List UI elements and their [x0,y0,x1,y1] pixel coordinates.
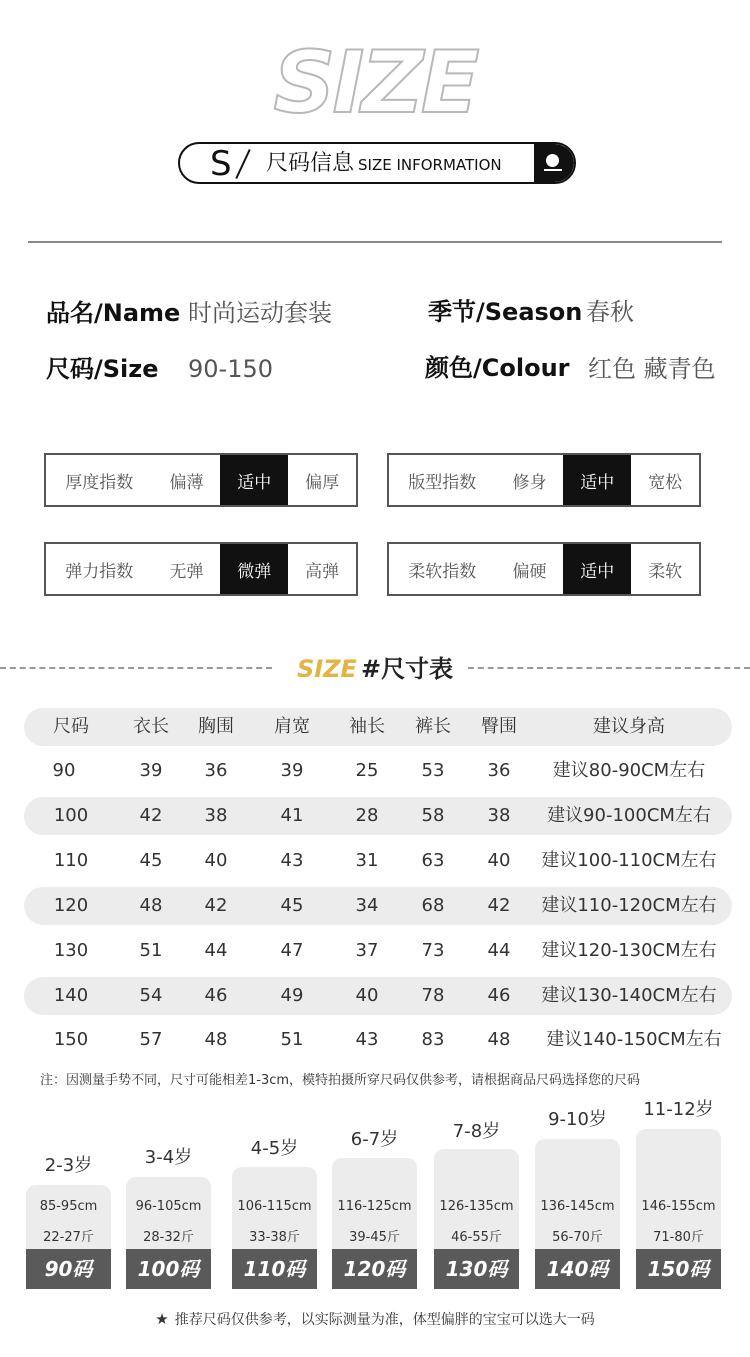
age-card-120 [332,1129,417,1289]
index-option: 偏硬 [512,561,547,582]
age-card-90 [26,1155,111,1289]
table-cell: 49 [280,985,304,1006]
age-card-box [26,1185,111,1289]
table-row [24,1021,732,1059]
index-option: 修身 [512,472,547,493]
table-cell: 41 [280,805,304,826]
map-pin-icon [534,144,574,182]
table-cell: 39 [139,760,163,781]
height-range: 106-115cm [237,1199,312,1214]
table-cell: 建议80-90CM左右 [552,760,706,781]
age-card-140 [535,1109,620,1289]
table-cell: 120 [53,895,89,916]
size-code: 110码 [232,1249,317,1289]
weight-range: 46-55斤 [451,1230,502,1245]
table-cell: 110 [53,850,89,871]
name-label: 品名/Name [46,299,181,327]
age-label: 2-3岁 [44,1155,93,1176]
table-header-cell: 胸围 [198,716,234,737]
age-label: 4-5岁 [250,1138,299,1159]
size-title: SIZE [273,33,477,133]
age-card-box [126,1177,211,1289]
table-cell: 45 [139,850,163,871]
table-row [24,977,732,1015]
banner-slash [235,149,250,179]
table-cell: 48 [139,895,163,916]
table-cell: 43 [355,1029,379,1050]
age-card-box [535,1139,620,1289]
index-option: 偏薄 [169,472,204,493]
table-cell: 46 [204,985,228,1006]
index-option: 无弹 [169,561,204,582]
size-code: 120码 [332,1249,417,1289]
index-option-selected: 适中 [563,544,631,594]
index-option: 宽松 [648,472,683,493]
table-cell: 38 [204,805,228,826]
size-information-banner [178,142,576,184]
table-cell: 36 [204,760,228,781]
size-code: 130码 [434,1249,519,1289]
table-cell: 45 [280,895,304,916]
banner-label-cn: 尺码信息 [266,151,355,176]
size-code: 150码 [636,1249,721,1289]
weight-range: 22-27斤 [43,1230,94,1245]
table-cell: 37 [355,940,379,961]
table-cell: 44 [487,940,511,961]
table-row [24,887,732,925]
table-cell: 建议100-110CM左右 [541,850,717,871]
table-header-cell: 衣长 [133,716,169,737]
pin-head [546,154,559,167]
age-card-110 [232,1138,317,1289]
table-cell: 51 [139,940,163,961]
banner-letter: S [210,144,232,184]
table-cell: 57 [139,1029,163,1050]
table-cell: 31 [355,850,379,871]
table-header-cell: 肩宽 [274,716,310,737]
table-cell: 78 [421,985,445,1006]
weight-range: 71-80斤 [653,1230,704,1245]
size-table-title-en: SIZE [296,655,357,683]
age-card-box [636,1129,721,1289]
name-value: 时尚运动套装 [188,299,332,327]
table-cell: 44 [204,940,228,961]
age-card-130 [434,1121,519,1289]
table-cell: 36 [487,760,511,781]
table-cell: 46 [487,985,511,1006]
age-card-box [332,1158,417,1289]
index-name: 版型指数 [408,472,477,493]
table-cell: 150 [53,1029,89,1050]
table-cell: 100 [53,805,89,826]
star-icon: ★ [155,1310,169,1328]
age-label: 9-10岁 [548,1109,607,1130]
weight-range: 39-45斤 [349,1230,400,1245]
table-header-cell: 袖长 [349,716,385,737]
footer-note [0,1308,750,1331]
index-option-selected: 适中 [220,455,288,505]
table-cell: 34 [355,895,379,916]
table-cell: 39 [280,760,304,781]
height-range: 136-145cm [540,1199,615,1214]
age-label: 6-7岁 [350,1129,399,1150]
table-header-cell: 臀围 [481,716,517,737]
index-option: 偏厚 [305,472,340,493]
table-cell: 73 [421,940,445,961]
age-card-100 [126,1147,211,1289]
table-cell: 25 [355,760,379,781]
size-code: 100码 [126,1249,211,1289]
fit-index [387,453,701,507]
table-cell: 130 [53,940,89,961]
table-cell: 40 [355,985,379,1006]
table-cell: 54 [139,985,163,1006]
table-row [24,842,732,880]
table-cell: 83 [421,1029,445,1050]
age-card-box [434,1149,519,1289]
size-value: 90-150 [188,355,274,383]
size-table-title [0,654,750,684]
index-name: 厚度指数 [65,472,134,493]
season-label: 季节/Season [428,298,583,326]
index-name: 柔软指数 [408,561,477,582]
season-value: 春秋 [586,298,634,326]
index-option-selected: 适中 [563,455,631,505]
index-option: 柔软 [648,561,683,582]
table-cell: 51 [280,1029,304,1050]
table-cell: 建议120-130CM左右 [541,940,717,961]
table-cell: 47 [280,940,304,961]
table-cell: 140 [53,985,89,1006]
size-table-title-cn: #尺寸表 [360,655,454,683]
table-cell: 28 [355,805,379,826]
table-cell: 建议90-100CM左右 [547,805,711,826]
size-label: 尺码/Size [46,355,159,383]
size-code: 90码 [26,1249,111,1289]
table-header-cell: 裤长 [415,716,451,737]
table-cell: 90 [52,760,76,781]
table-cell: 42 [204,895,228,916]
table-cell: 40 [204,850,228,871]
colour-value: 红色 藏青色 [588,355,716,383]
age-label: 11-12岁 [643,1099,714,1120]
table-cell: 建议140-150CM左右 [546,1029,722,1050]
height-range: 96-105cm [135,1199,202,1214]
table-cell: 42 [139,805,163,826]
age-card-box [232,1167,317,1289]
table-cell: 53 [421,760,445,781]
weight-range: 33-38斤 [249,1230,300,1245]
table-cell: 48 [487,1029,511,1050]
table-header-row [24,708,732,746]
table-cell: 42 [487,895,511,916]
index-option-selected: 微弹 [220,544,288,594]
index-option: 高弹 [305,561,340,582]
table-row [24,932,732,970]
table-cell: 63 [421,850,445,871]
age-label: 3-4岁 [144,1147,193,1168]
height-range: 146-155cm [641,1199,716,1214]
softness-index [387,542,701,596]
table-cell: 48 [204,1029,228,1050]
height-range: 85-95cm [39,1199,98,1214]
banner-label-en: SIZE INFORMATION [358,156,502,174]
elasticity-index [44,542,358,596]
age-label: 7-8岁 [452,1121,501,1142]
table-cell: 38 [487,805,511,826]
colour-label: 颜色/Colour [425,354,570,382]
age-card-150 [636,1099,721,1289]
weight-range: 28-32斤 [143,1230,194,1245]
table-cell: 建议110-120CM左右 [541,895,717,916]
height-range: 126-135cm [439,1199,514,1214]
header-divider [28,241,722,243]
table-header-cell: 尺码 [53,716,89,737]
table-cell: 43 [280,850,304,871]
table-cell: 40 [487,850,511,871]
table-row [24,752,732,790]
table-cell: 58 [421,805,445,826]
table-cell: 68 [421,895,445,916]
footer-text: 推荐尺码仅供参考，以实际测量为准，体型偏胖的宝宝可以选大一码 [174,1312,595,1328]
thickness-index [44,453,358,507]
weight-range: 56-70斤 [552,1230,603,1245]
table-cell: 建议130-140CM左右 [541,985,717,1006]
banner-label [266,153,502,176]
table-row [24,797,732,835]
size-code: 140码 [535,1249,620,1289]
table-header-cell: 建议身高 [593,716,665,737]
measurement-note: 注：因测量手势不同，尺寸可能相差1-3cm，模特拍摄所穿尺码仅供参考，请根据商品尺码选择您的尺码 [40,1073,641,1088]
pin-base [544,169,562,171]
height-range: 116-125cm [337,1199,412,1214]
index-name: 弹力指数 [65,561,134,582]
